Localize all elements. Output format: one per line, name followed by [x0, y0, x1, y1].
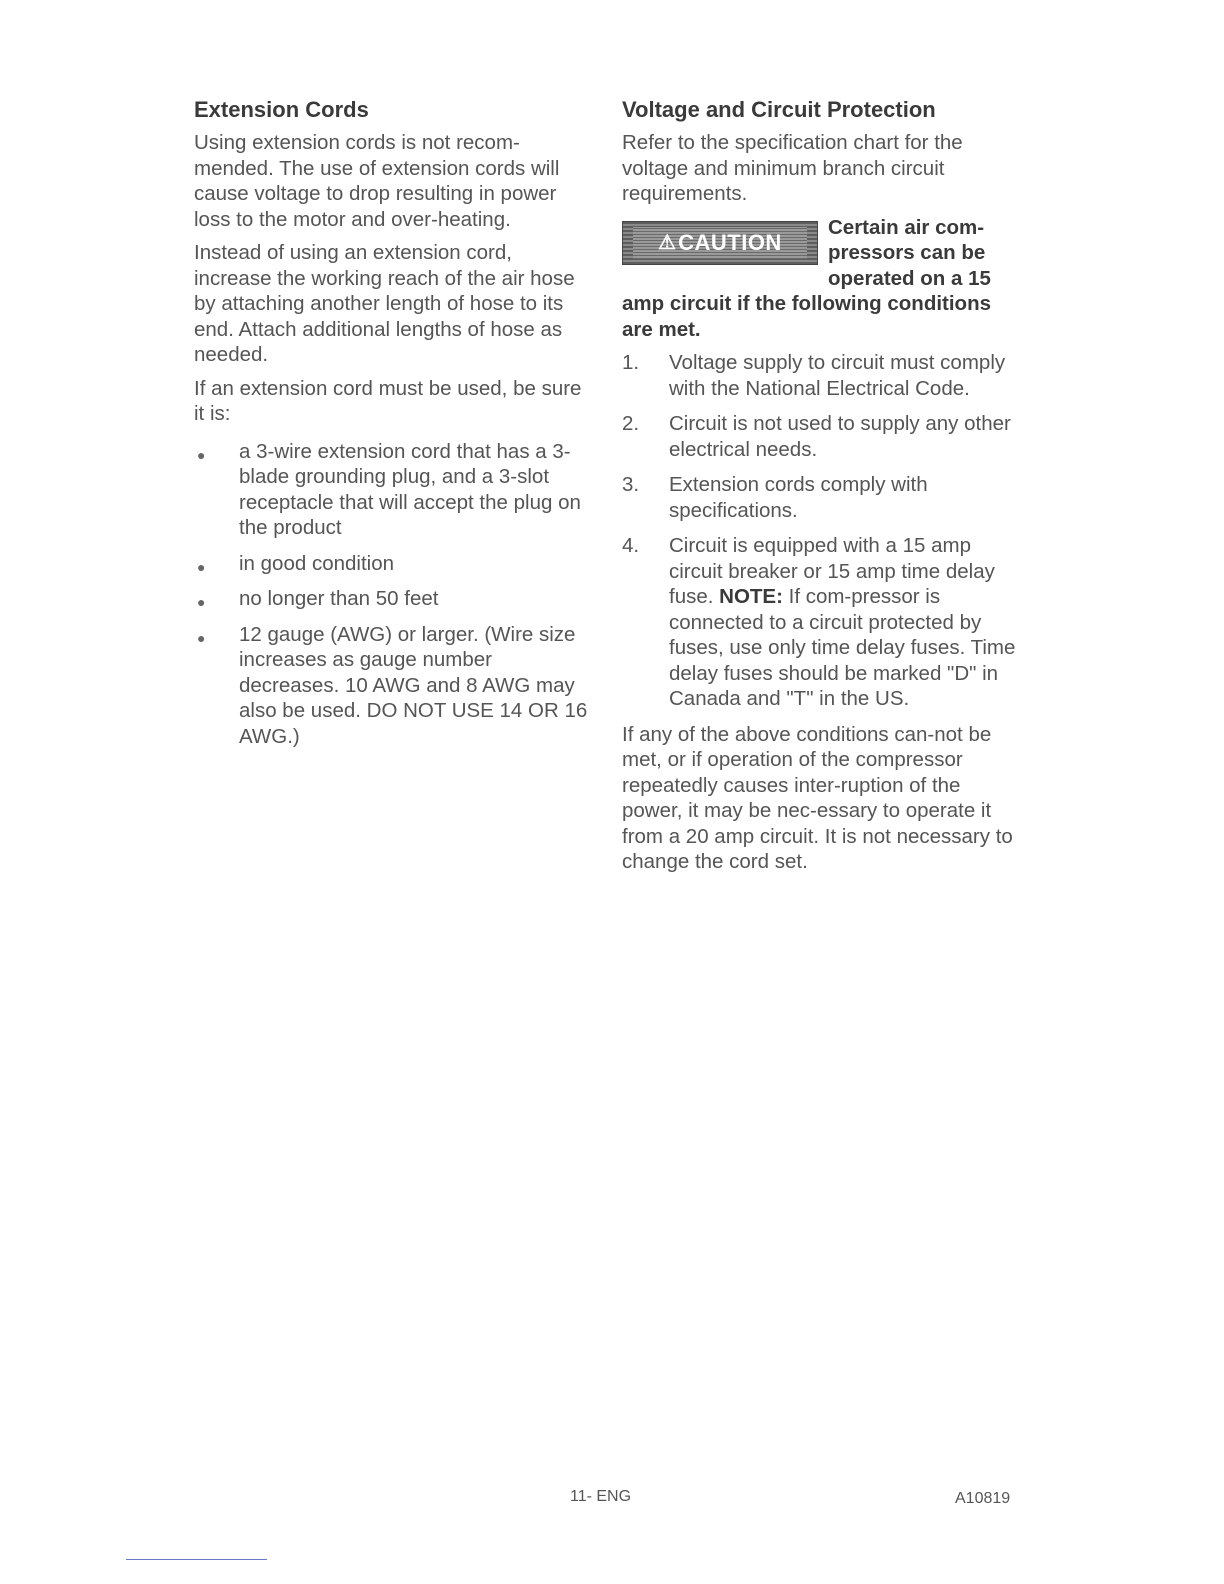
- list-item: [622, 411, 1026, 462]
- closing-paragraph: If any of the above conditions can-not be met, or if operation of the compressor repeatedly causes inter-ruption of the power, it may be nec-essary to operate it from a 20 amp circuit. It is not necessary to change the cord set.: [622, 722, 1013, 873]
- bullet-icon: ●: [197, 446, 206, 463]
- step-text: Extension cords comply with specifications.: [669, 473, 928, 522]
- conditions-list: [622, 350, 1026, 712]
- voltage-protection-paragraph: Refer to the specification chart for the voltage and minimum branch circuit requirements.: [622, 131, 963, 205]
- bullet-text: in good condition: [239, 551, 395, 575]
- step-text: Voltage supply to circuit must comply with the National Electrical Code.: [669, 351, 1006, 400]
- footer-divider: [126, 1559, 267, 1560]
- list-item: [622, 350, 1026, 401]
- list-item: [194, 551, 594, 577]
- note-label: NOTE:: [719, 585, 783, 608]
- bullet-icon: ●: [197, 594, 206, 610]
- step-text-before-note: Circuit is equipped with a 15 amp circuit breaker or 15 amp time delay fuse.: [669, 534, 995, 608]
- list-item: [194, 439, 594, 541]
- right-column: [622, 96, 1026, 883]
- warning-triangle-icon: ⚠: [658, 231, 677, 254]
- step-number: 2.: [622, 412, 640, 435]
- bullet-icon: ●: [197, 629, 206, 646]
- bullet-icon: ●: [197, 558, 206, 575]
- list-item: [194, 586, 594, 612]
- step-text-after-note: If com-pressor is connected to a circuit protected by fuses, use only time delay fuses. Time delay fuses should be marked "D" in Canada and "T" in the US.: [669, 585, 1016, 710]
- voltage-protection-heading: Voltage and Circuit Protection: [622, 97, 936, 122]
- caution-label: CAUTION: [678, 229, 782, 255]
- bullet-text: 12 gauge (AWG) or larger. (Wire size increases as gauge number decreases. 10 AWG and 8 AWG may also be used. DO NOT USE 14 OR 16 AWG.): [239, 622, 588, 748]
- caution-notice: [622, 215, 1026, 343]
- document-code: A10819: [955, 1490, 1011, 1507]
- list-item: [622, 472, 1026, 523]
- step-number: 1.: [622, 351, 640, 374]
- step-text: Circuit is not used to supply any other electrical needs.: [669, 412, 1011, 461]
- page-number: 11- ENG: [570, 1488, 632, 1505]
- extension-cords-paragraph-2: Instead of using an extension cord, increase the working reach of the air hose by attaching another length of hose to its end. Attach additional lengths of hose as needed.: [194, 241, 575, 366]
- step-number: 3.: [622, 473, 640, 496]
- bullet-text: a 3-wire extension cord that has a 3-blade grounding plug, and a 3-slot receptacle that will accept the plug on the product: [239, 439, 581, 539]
- extension-cord-requirements-list: [194, 439, 594, 750]
- list-item: [622, 533, 1026, 712]
- extension-cords-paragraph-3: If an extension cord must be used, be sure it is:: [194, 376, 582, 425]
- step-number: 4.: [622, 534, 640, 557]
- extension-cords-heading: Extension Cords: [194, 97, 369, 122]
- extension-cords-paragraph-1: Using extension cords is not recom-mended. The use of extension cords will cause voltage to drop resulting in power loss to the motor and over-heating.: [194, 131, 560, 231]
- caution-text: Certain air com-pressors can be operated on a 15 amp circuit if the following conditions are met.: [622, 215, 991, 341]
- caution-badge: [622, 221, 818, 265]
- left-column: [194, 96, 594, 759]
- list-item: [194, 622, 594, 750]
- bullet-text: no longer than 50 feet: [239, 587, 439, 610]
